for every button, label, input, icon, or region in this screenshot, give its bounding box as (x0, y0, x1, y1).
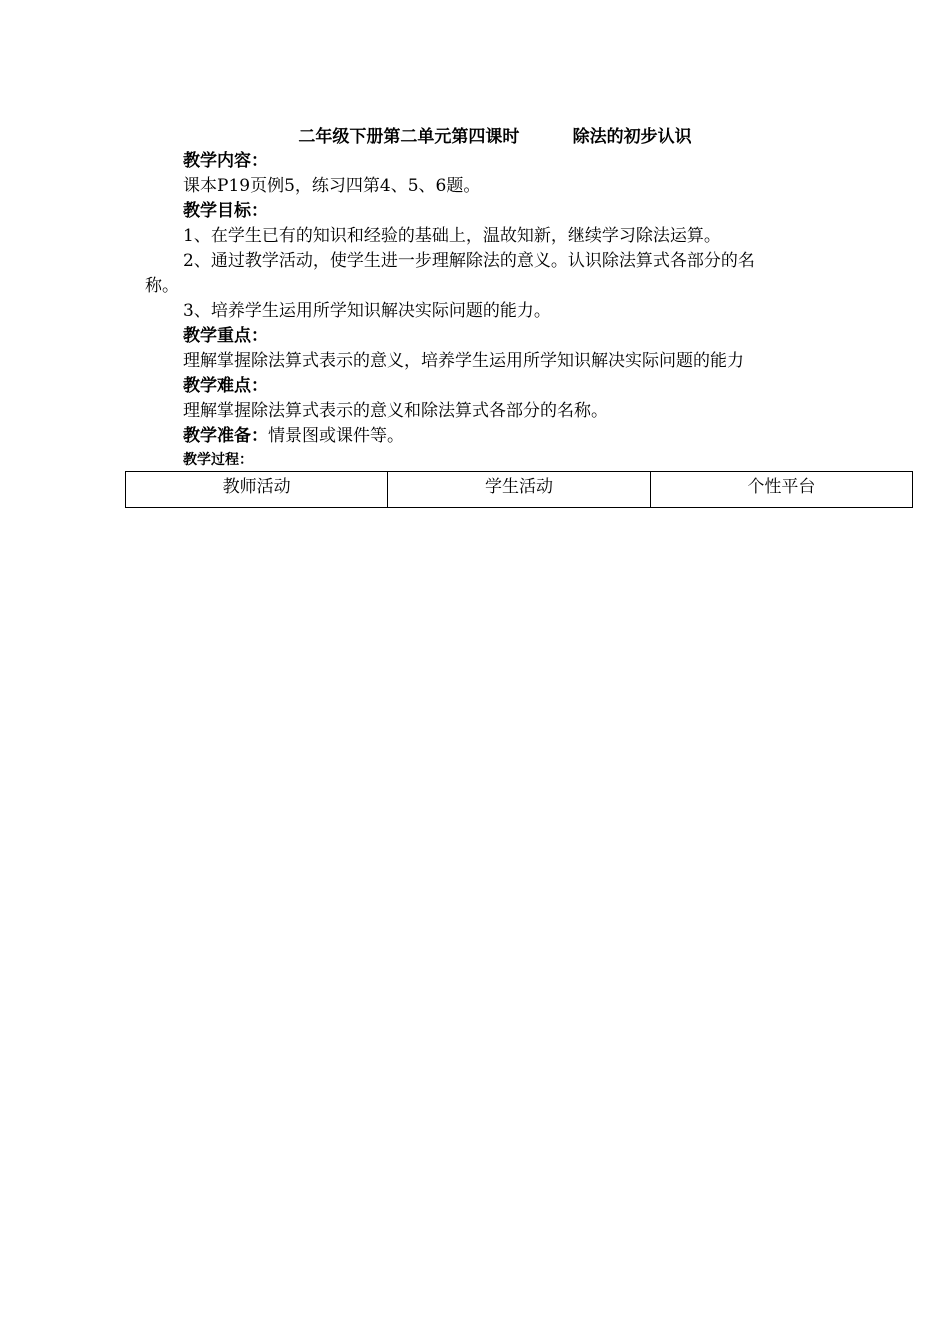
teaching-objectives-heading: 教学目标： (183, 201, 268, 221)
difficulties-heading: 教学难点： (183, 376, 268, 396)
objective-item-2: 2、通过教学活动，使学生进一步理解除法的意义。认识除法算式各部分的名 (183, 251, 755, 271)
preparation-line (183, 424, 404, 449)
key-points-heading: 教学重点： (183, 326, 268, 346)
page-title: 二年级下册第二单元第四课时 除法的初步认识 (298, 127, 692, 147)
teaching-content-heading: 教学内容： (183, 151, 268, 171)
teaching-content-text: 课本P19页例5，练习四第4、5、6题。 (183, 176, 481, 196)
objective-item-1: 1、在学生已有的知识和经验的基础上，温故知新，继续学习除法运算。 (183, 226, 721, 246)
column-teacher-activity: 教师活动 (126, 472, 388, 508)
process-heading: 教学过程： (183, 452, 253, 468)
column-personal-platform: 个性平台 (650, 472, 912, 508)
key-points-text: 理解掌握除法算式表示的意义，培养学生运用所学知识解决实际问题的能力 (183, 351, 744, 371)
objective-item-3: 3、培养学生运用所学知识解决实际问题的能力。 (183, 301, 551, 321)
difficulties-text: 理解掌握除法算式表示的意义和除法算式各部分的名称。 (183, 401, 608, 421)
objective-item-2-continuation: 称。 (145, 276, 179, 296)
column-student-activity: 学生活动 (388, 472, 650, 508)
process-table-header-row (126, 472, 913, 508)
preparation-text: 情景图或课件等。 (268, 426, 404, 446)
preparation-heading: 教学准备： (183, 426, 268, 446)
process-table (125, 471, 913, 508)
